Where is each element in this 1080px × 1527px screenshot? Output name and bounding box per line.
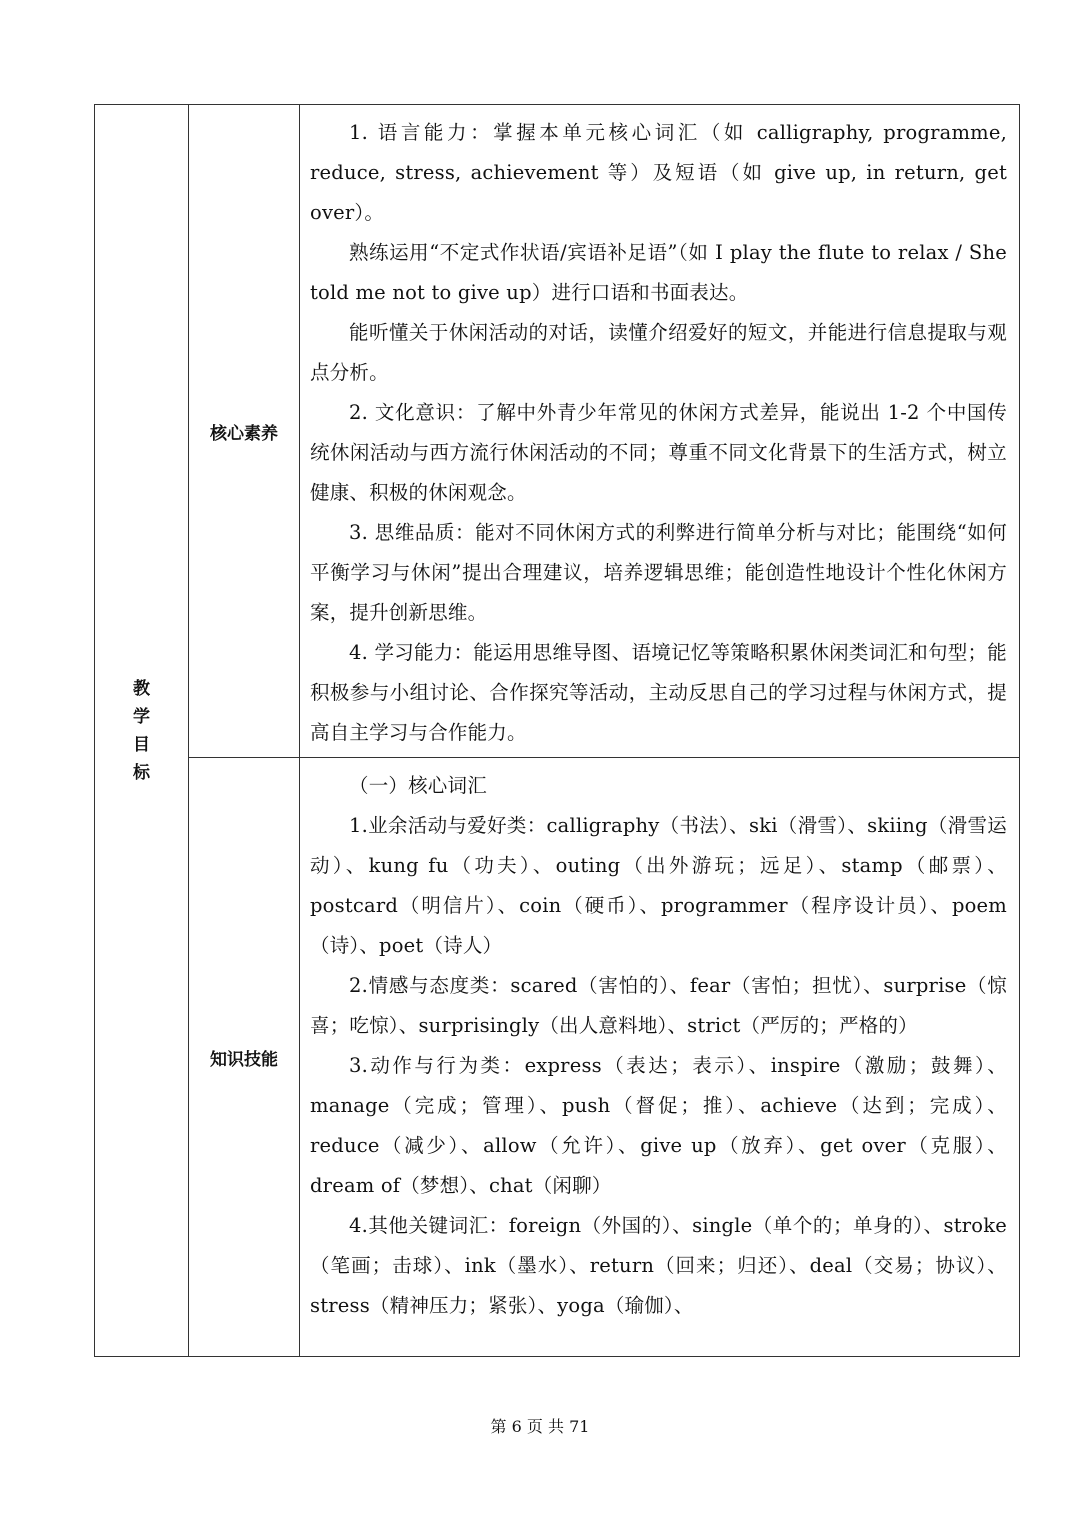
knowledge-skills-paragraph: 2.情感与态度类：scared（害怕的）、fear（害怕；担忧）、surprise（惊喜；吃惊）、surprisingly（出人意料地）、strict（严厉的；严格的） xyxy=(310,974,1007,1037)
row-label-cell-knowledge-skills xyxy=(189,758,300,1357)
core-literacy-paragraph: 4. 学习能力：能运用思维导图、语境记忆等策略积累休闲类词汇和句型；能积极参与小组讨论、合作探究等活动，主动反思自己的学习过程与休闲方式，提高自主学习与合作能力。 xyxy=(310,641,1007,744)
knowledge-skills-paragraph: 4.其他关键词汇：foreign（外国的）、single（单个的；单身的）、stroke（笔画；击球）、ink（墨水）、return（回来；归还）、deal（交易；协议）、stress（精神压力；紧张）、yoga（瑜伽）、 xyxy=(310,1214,1007,1317)
core-literacy-content xyxy=(300,105,1020,758)
core-literacy-paragraph: 能听懂关于休闲活动的对话，读懂介绍爱好的短文，并能进行信息提取与观点分析。 xyxy=(310,321,1007,384)
knowledge-skills-paragraph: 1.业余活动与爱好类：calligraphy（书法）、ski（滑雪）、skiing（滑雪运动）、kung fu（功夫）、outing（出外游玩；远足）、stamp（邮票）、postcard（明信片）、coin（硬币）、programmer（程序设计员）、poem（诗）、poet（诗人） xyxy=(310,814,1007,957)
core-literacy-paragraph: 1. 语言能力：掌握本单元核心词汇（如 calligraphy, programme, reduce, stress, achievement 等）及短语（如 give up, in return, get over）。 xyxy=(310,121,1007,224)
section-cell xyxy=(95,105,189,1357)
core-literacy-paragraph: 3. 思维品质：能对不同休闲方式的利弊进行简单分析与对比；能围绕“如何平衡学习与休闲”提出合理建议，培养逻辑思维；能创造性地设计个性化休闲方案，提升创新思维。 xyxy=(310,521,1007,624)
knowledge-skills-heading: （一）核心词汇 xyxy=(349,774,487,797)
core-literacy-paragraph: 熟练运用“不定式作状语/宾语补足语”（如 I play the flute to relax / She told me not to give up）进行口语和书面表达。 xyxy=(310,241,1007,304)
knowledge-skills-content xyxy=(300,758,1020,1357)
section-label: 教学目标 xyxy=(133,678,150,783)
objectives-table xyxy=(94,104,1020,1357)
row-label-core-literacy: 核心素养 xyxy=(210,423,278,444)
knowledge-skills-paragraph: 3.动作与行为类：express（表达；表示）、inspire（激励；鼓舞）、manage（完成；管理）、push（督促；推）、achieve（达到；完成）、reduce（减少）、allow（允许）、give up（放弃）、get over（克服）、dream of（梦想）、chat（闲聊） xyxy=(310,1054,1007,1197)
row-label-knowledge-skills: 知识技能 xyxy=(210,1049,278,1070)
core-literacy-paragraph: 2. 文化意识：了解中外青少年常见的休闲方式差异，能说出 1-2 个中国传统休闲活动与西方流行休闲活动的不同；尊重不同文化背景下的生活方式，树立健康、积极的休闲观念。 xyxy=(310,401,1007,504)
row-label-cell-core-literacy xyxy=(189,105,300,758)
page-number: 第 6 页 共 71 xyxy=(490,1417,590,1436)
